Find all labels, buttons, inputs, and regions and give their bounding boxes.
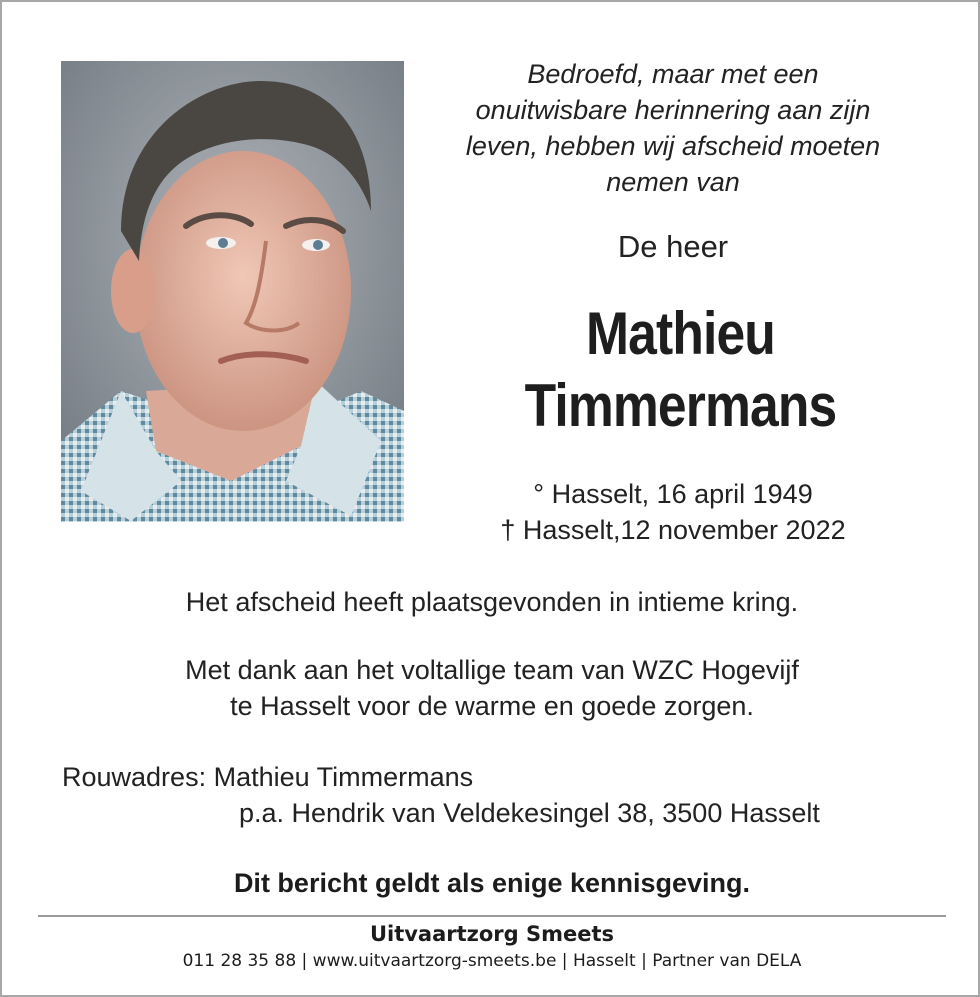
funeral-home-name: Uitvaartzorg Smeets [369, 922, 615, 946]
life-dates [417, 476, 929, 548]
portrait-photo [61, 61, 404, 522]
title-prefix: De heer [617, 229, 729, 264]
intro-line: onuitwisbare herinnering aan zijn [475, 95, 871, 125]
thanks-message [42, 652, 942, 724]
address-line: Rouwadres: Mathieu Timmermans [62, 762, 474, 792]
intro-line: Bedroefd, maar met een [527, 59, 819, 89]
mourning-address [62, 759, 942, 831]
death-date: † Hasselt,12 november 2022 [500, 515, 846, 545]
ceremony-message: Het afscheid heeft plaatsgevonden in intieme kring. [185, 587, 799, 617]
address-line: p.a. Hendrik van Veldekesingel 38, 3500 Hasselt [239, 798, 820, 828]
notice-text: Dit bericht geldt als enige kennisgeving. [233, 868, 751, 898]
footer-divider [38, 915, 946, 917]
last-name: Timmermans [524, 372, 837, 439]
thanks-line: Met dank aan het voltallige team van WZC Hogevijf [185, 655, 799, 685]
first-name: Mathieu [586, 300, 775, 367]
funeral-home-details: 011 28 35 88 | www.uitvaartzorg-smeets.be | Hasselt | Partner van DELA [182, 951, 802, 971]
intro-text [417, 56, 929, 200]
thanks-line: te Hasselt voor de warme en goede zorgen. [230, 691, 754, 721]
deceased-name [454, 298, 907, 442]
intro-line: nemen van [606, 167, 740, 197]
birth-date: ° Hasselt, 16 april 1949 [533, 479, 813, 509]
intro-line: leven, hebben wij afscheid moeten [465, 131, 881, 161]
